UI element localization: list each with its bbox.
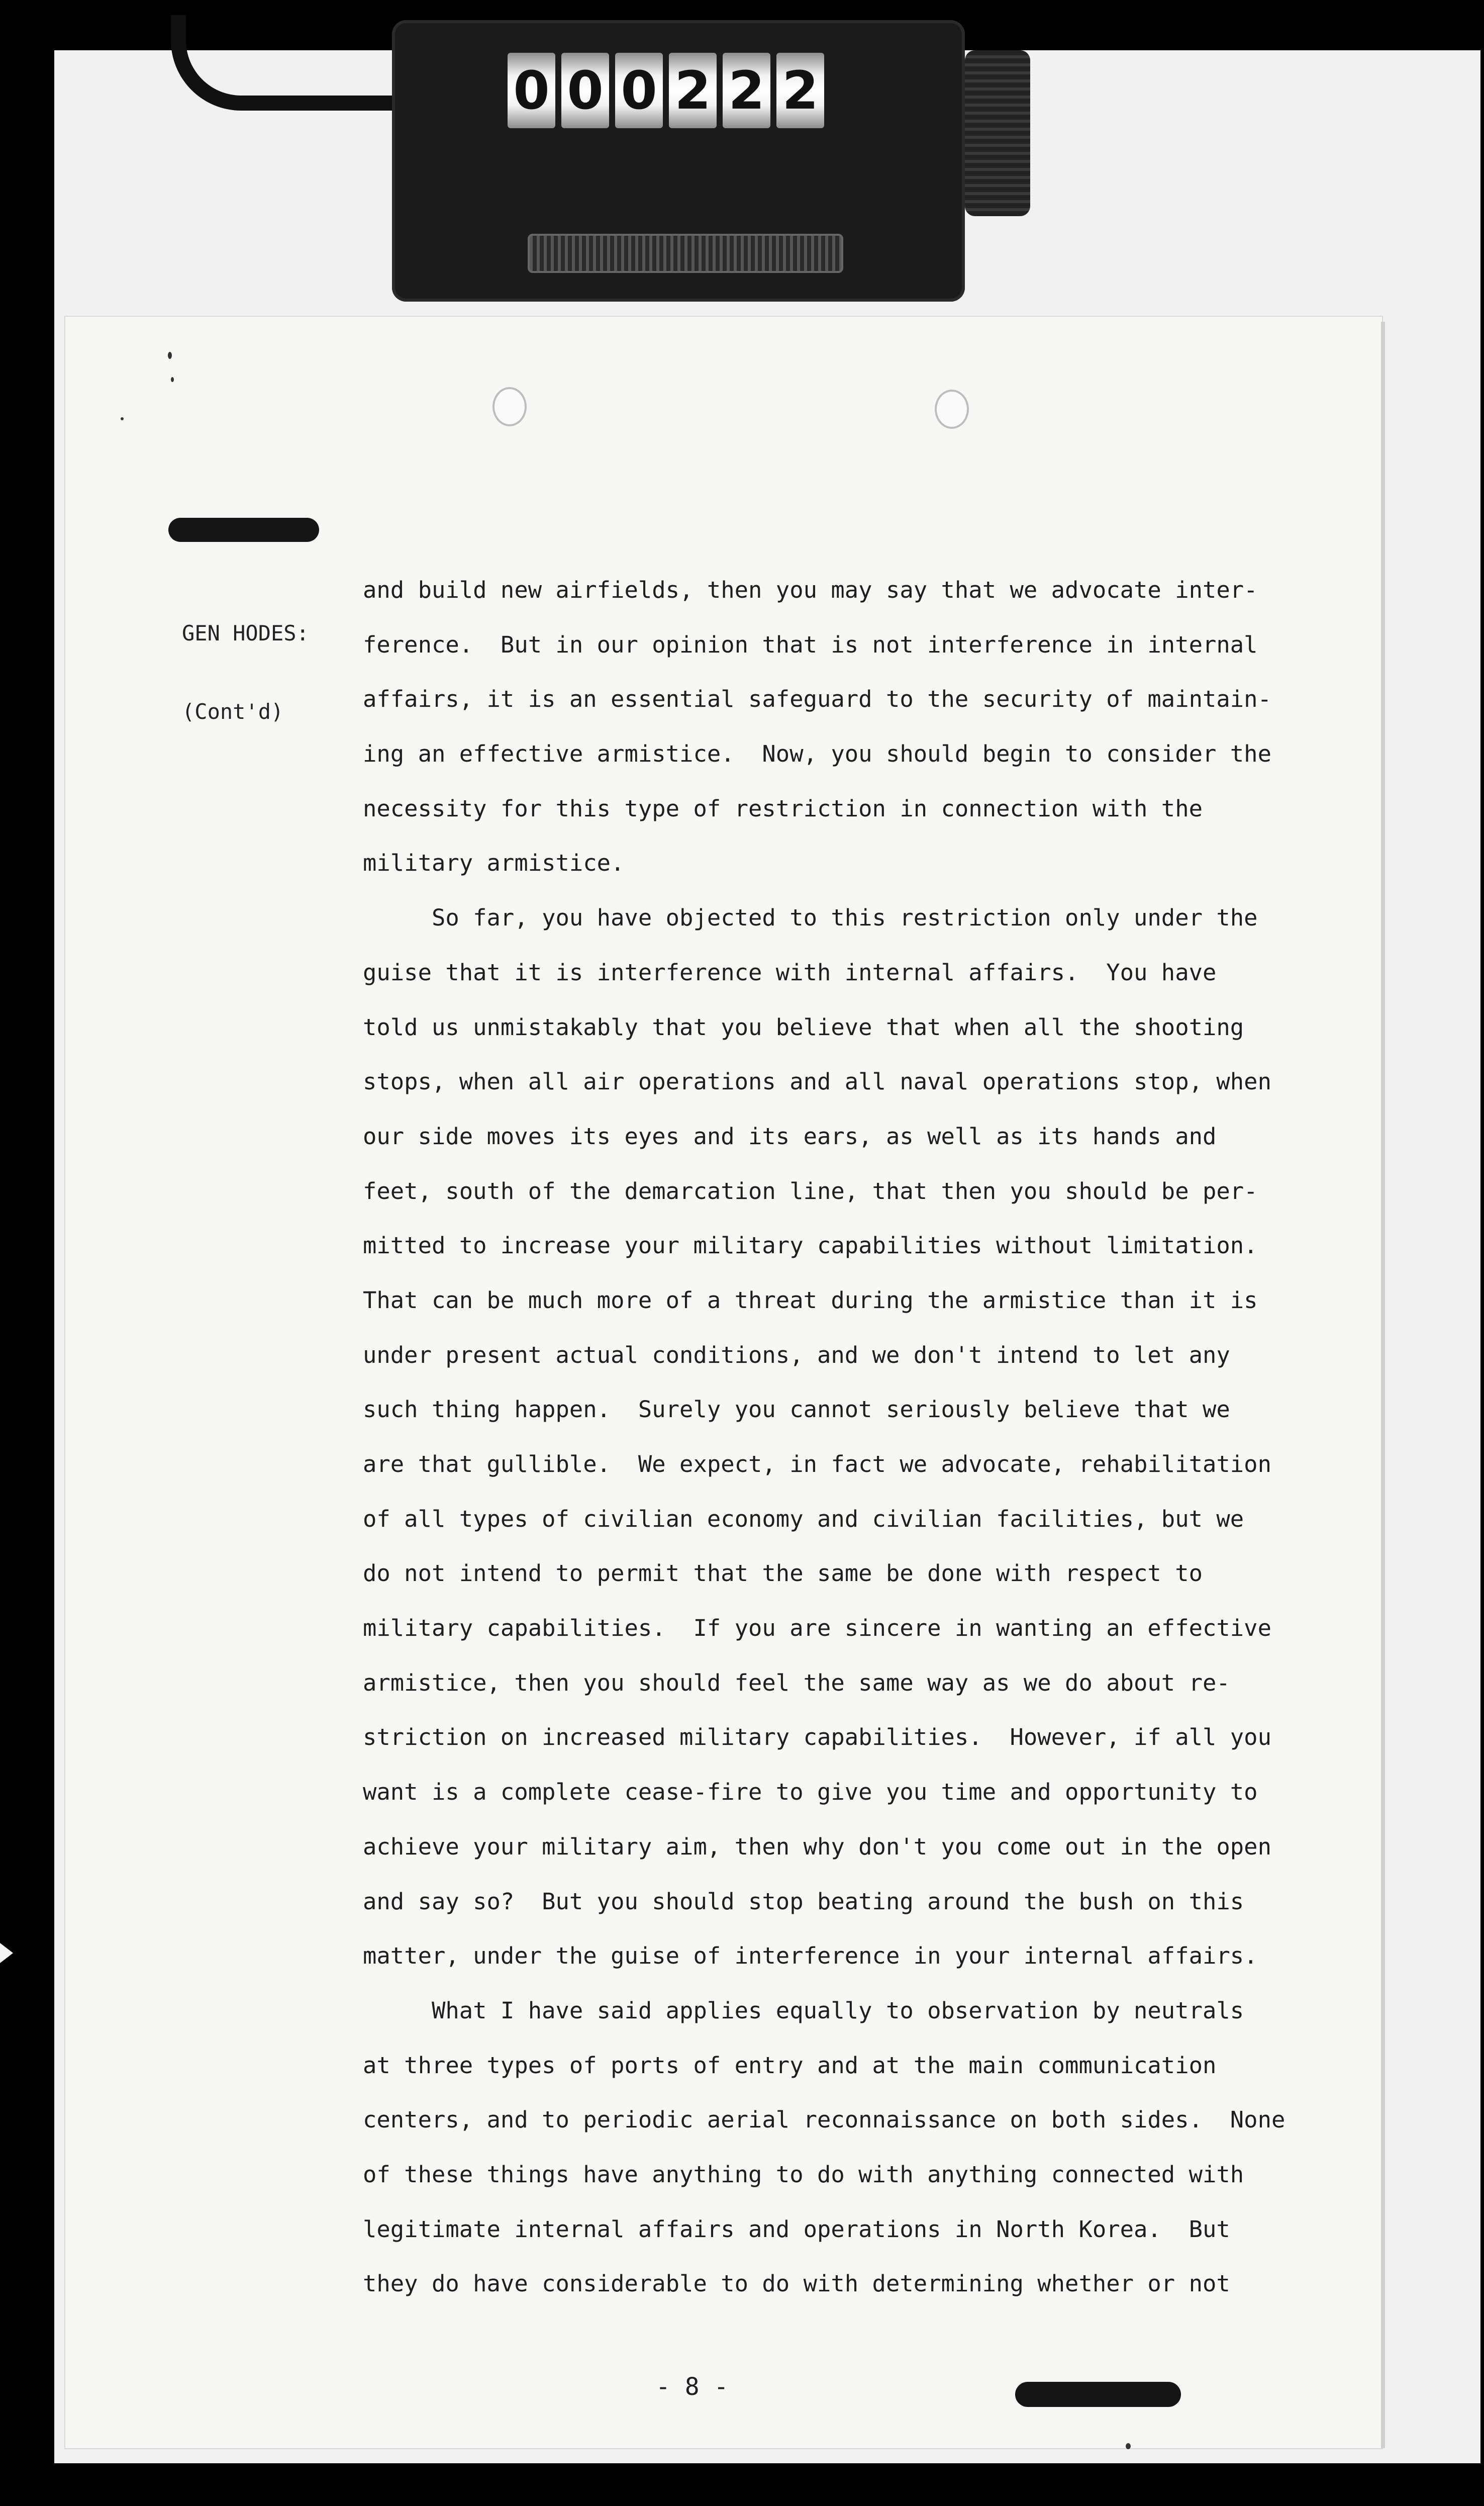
text-line: of these things have anything to do with anything connected with	[363, 2161, 1244, 2188]
text-line: armistice, then you should feel the same way as we do about re-	[363, 1669, 1230, 1696]
text-line: ference. But in our opinion that is not interference in internal	[363, 631, 1258, 658]
speaker-continued: (Cont'd)	[182, 699, 284, 724]
text-line: under present actual conditions, and we don't intend to let any	[363, 1341, 1230, 1368]
text-line: ing an effective armistice. Now, you should begin to consider the	[363, 740, 1271, 768]
text-line: matter, under the guise of interference in your internal affairs.	[363, 1942, 1258, 1970]
text-line: they do have considerable to do with determining whether or not	[363, 2270, 1230, 2297]
document-body	[363, 563, 1298, 2311]
text-line: That can be much more of a threat during the armistice than it is	[363, 1286, 1258, 1314]
redaction-mark-bottom	[1015, 2382, 1181, 2407]
counter-nameplate	[528, 234, 843, 273]
counter-digit: 2	[723, 53, 770, 128]
text-line: and say so? But you should stop beating around the bush on this	[363, 1888, 1244, 1915]
text-line: legitimate internal affairs and operations in North Korea. But	[363, 2215, 1230, 2243]
text-line: military capabilities. If you are sincere in wanting an effective	[363, 1615, 1271, 1642]
text-line: told us unmistakably that you believe that when all the shooting	[363, 1013, 1244, 1041]
text-line: centers, and to periodic aerial reconnaissance on both sides. None	[363, 2106, 1285, 2133]
text-line: affairs, it is an essential safeguard to the security of maintain-	[363, 686, 1271, 713]
text-line: of all types of civilian economy and civilian facilities, but we	[363, 1505, 1244, 1532]
text-line: our side moves its eyes and its ears, as well as its hands and	[363, 1123, 1217, 1150]
scan-speck	[1126, 2443, 1131, 2449]
text-line: striction on increased military capabilities. However, if all you	[363, 1724, 1271, 1751]
page-edge	[1381, 322, 1385, 2448]
scan-speck	[168, 352, 172, 359]
counter-digit: 0	[615, 53, 663, 128]
text-line: What I have said applies equally to observation by neutrals	[363, 1997, 1244, 2024]
text-line: military armistice.	[363, 850, 625, 877]
speaker-name: GEN HODES:	[182, 621, 309, 645]
counter-digit: 0	[561, 53, 609, 128]
text-line: mitted to increase your military capabilities without limitation.	[363, 1232, 1258, 1259]
text-line: do not intend to permit that the same be done with respect to	[363, 1560, 1203, 1587]
text-line: want is a complete cease-fire to give you time and opportunity to	[363, 1779, 1258, 1806]
counter-digit: 0	[508, 53, 555, 128]
punch-hole	[935, 390, 969, 429]
counter-digit: 2	[669, 53, 717, 128]
text-line: guise that it is interference with internal affairs. You have	[363, 959, 1217, 986]
text-line: such thing happen. Surely you cannot seriously believe that we	[363, 1396, 1230, 1423]
text-line: at three types of ports of entry and at the main communication	[363, 2052, 1217, 2079]
counter-knob	[965, 50, 1030, 216]
text-line: are that gullible. We expect, in fact we advocate, rehabilitation	[363, 1451, 1271, 1477]
redaction-mark-top	[168, 518, 319, 542]
punch-hole	[492, 387, 527, 426]
text-line: necessity for this type of restriction in connection with the	[363, 795, 1203, 822]
text-line: achieve your military aim, then why don't you come out in the open	[363, 1833, 1271, 1860]
scan-speck	[171, 377, 174, 382]
text-line: So far, you have objected to this restriction only under the	[363, 904, 1258, 932]
film-edge-mark	[0, 1943, 13, 1963]
scan-speck	[121, 417, 124, 420]
frame-counter-display	[508, 53, 824, 128]
text-line: stops, when all air operations and all naval operations stop, when	[363, 1068, 1271, 1095]
speaker-label	[182, 568, 309, 777]
page-number: - 8 -	[656, 2373, 729, 2401]
counter-digit: 2	[776, 53, 824, 128]
text-line: and build new airfields, then you may say that we advocate inter-	[363, 577, 1258, 603]
text-line: feet, south of the demarcation line, that then you should be per-	[363, 1177, 1258, 1204]
